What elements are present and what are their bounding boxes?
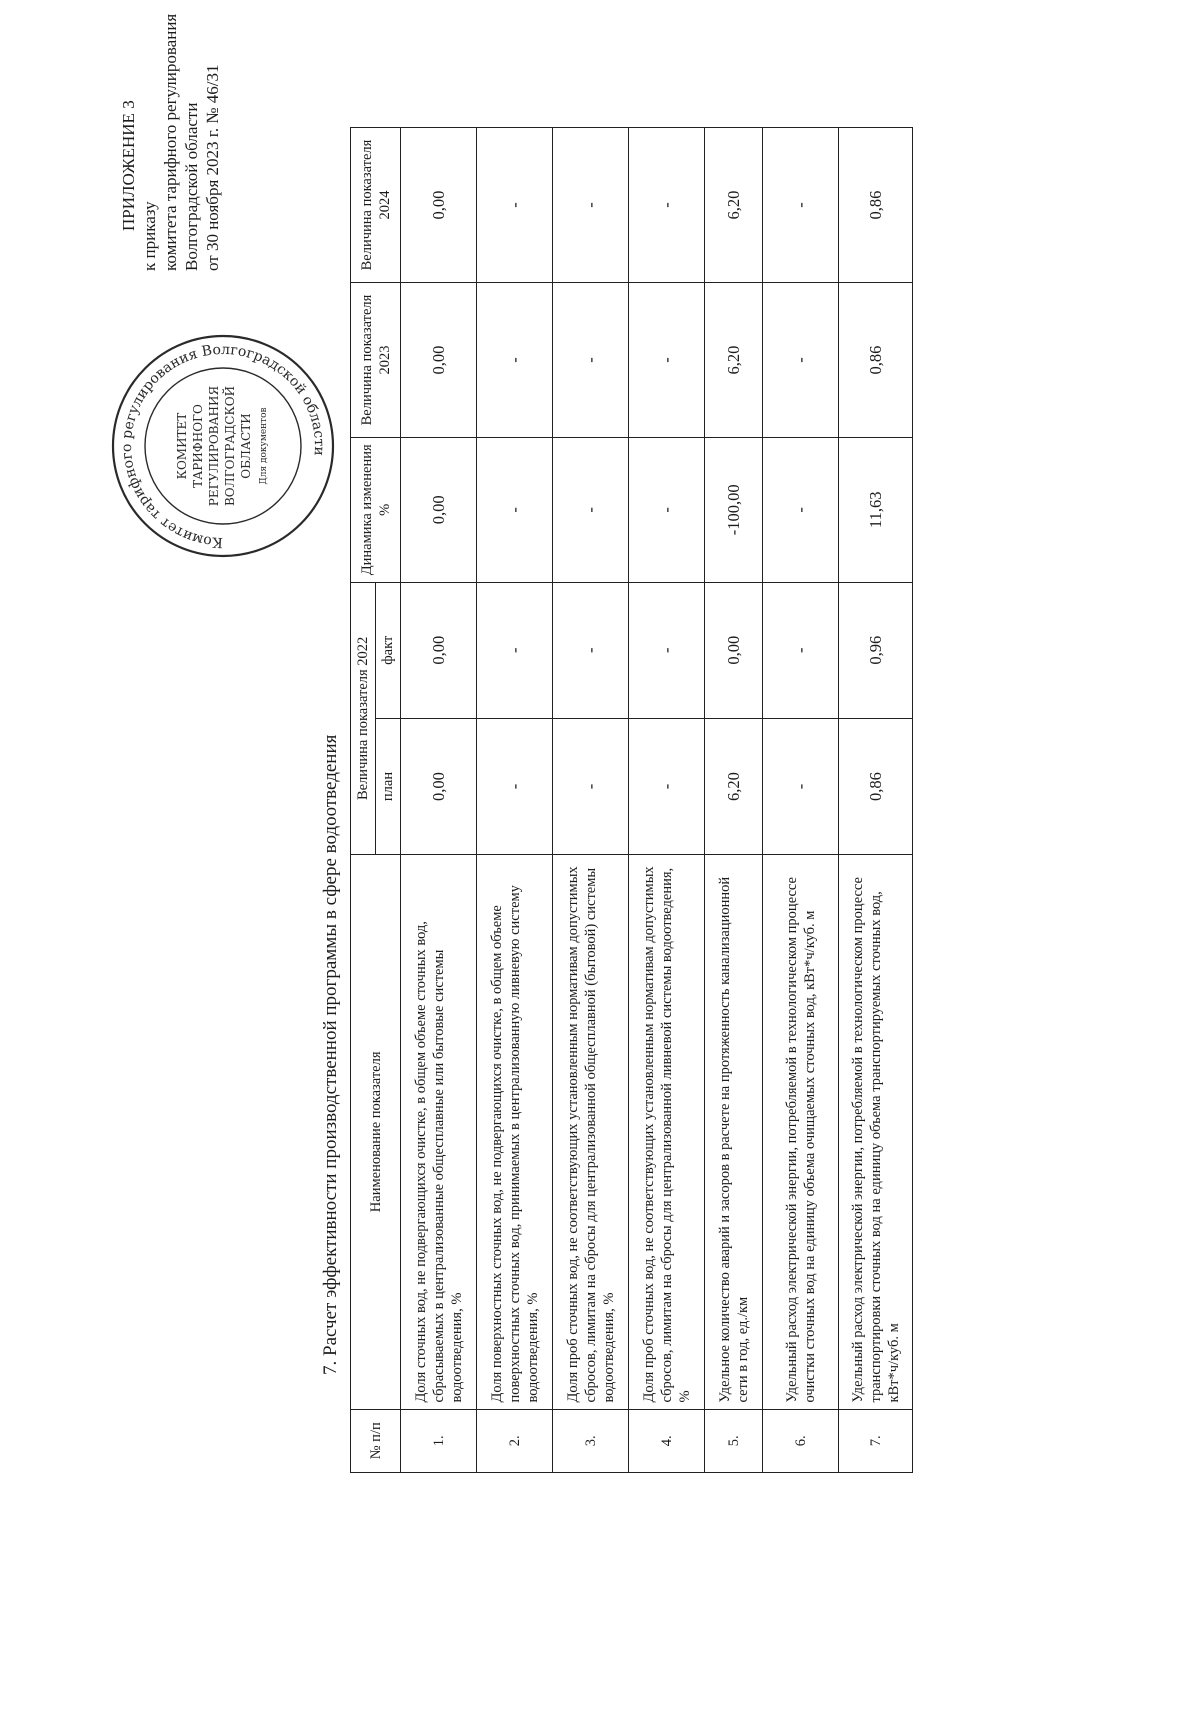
row-value-2024: 0,00	[401, 128, 477, 283]
row-value-2023: -	[553, 283, 629, 438]
row-fact-2022: 0,96	[839, 582, 913, 718]
committee-name: комитета тарифного регулирования	[161, 13, 180, 271]
row-value-2024: 6,20	[705, 128, 763, 283]
row-value-2023: -	[763, 283, 839, 438]
row-fact-2022: -	[553, 582, 629, 718]
row-number: 3.	[553, 1409, 629, 1472]
efficiency-table	[350, 127, 913, 1473]
row-fact-2022: -	[763, 582, 839, 718]
row-fact-2022: -	[629, 582, 705, 718]
row-plan-2022: 6,20	[705, 718, 763, 854]
row-value-2023: -	[477, 283, 553, 438]
row-plan-2022: -	[477, 718, 553, 854]
row-plan-2022: 0,00	[401, 718, 477, 854]
row-dynamics: -	[553, 438, 629, 583]
row-value-2023: -	[629, 283, 705, 438]
row-dynamics: -	[763, 438, 839, 583]
row-value-2023: 0,00	[401, 283, 477, 438]
table-row	[553, 128, 629, 1473]
table-row	[763, 128, 839, 1473]
table-row	[477, 128, 553, 1473]
row-number: 2.	[477, 1409, 553, 1472]
row-value-2024: -	[553, 128, 629, 283]
col-2023-header: Величина показателя 2023	[351, 283, 401, 438]
row-indicator-name: Удельный расход электрической энергии, потребляемой в технологическом процессе очистки сточных вод на единицу объема очищаемых сточных вод, кВт*ч/куб. м	[763, 855, 839, 1409]
table-row	[839, 128, 913, 1473]
official-seal	[108, 331, 338, 561]
col-num-header: № п/п	[351, 1409, 401, 1472]
row-value-2023: 6,20	[705, 283, 763, 438]
table-row	[401, 128, 477, 1473]
row-number: 7.	[839, 1409, 913, 1472]
appendix-header	[118, 0, 223, 271]
row-dynamics: -100,00	[705, 438, 763, 583]
row-dynamics: 0,00	[401, 438, 477, 583]
col-plan-header: план	[376, 718, 401, 854]
row-indicator-name: Доля проб сточных вод, не соответствующих установленным нормативам допустимых сбросов, лимитам на сбросы для централизованной общесплавной (бытовой) системы водоотведения, %	[553, 855, 629, 1409]
table-row	[705, 128, 763, 1473]
table-body	[401, 128, 913, 1473]
order-ref: к приказу	[140, 201, 159, 271]
row-dynamics: 11,63	[839, 438, 913, 583]
svg-text:КОМИТЕТТАРИФНОГОРЕГУЛИРОВАНИЯВ: КОМИТЕТ ТАРИФНОГО РЕГУЛИРОВАНИЯ ВОЛГОГРАДСКОЙ ОБЛАСТИ Для документов	[175, 385, 269, 507]
col-2022-header: Величина показателя 2022	[351, 582, 376, 855]
row-plan-2022: -	[629, 718, 705, 854]
col-2024-header: Величина показателя 2024	[351, 128, 401, 283]
appendix-title: ПРИЛОЖЕНИЕ 3	[119, 100, 138, 231]
row-plan-2022: 0,86	[839, 718, 913, 854]
region-name: Волгоградской области	[182, 102, 201, 271]
row-number: 1.	[401, 1409, 477, 1472]
row-plan-2022: -	[553, 718, 629, 854]
row-indicator-name: Удельное количество аварий и засоров в расчете на протяженность канализационной сети в год, ед./км	[705, 855, 763, 1409]
row-indicator-name: Удельный расход электрической энергии, потребляемой в технологическом процессе транспортировки сточных вод на единицу объема транспортируемых сточных вод, кВт*ч/куб. м	[839, 855, 913, 1409]
table-row	[629, 128, 705, 1473]
section-title: 7. Расчет эффективности производственной программы в сфере водоотведения	[320, 734, 341, 1375]
row-indicator-name: Доля поверхностных сточных вод, не подвергающихся очистке, в общем объеме поверхностных сточных вод, принимаемых в централизованную ливневую систему водоотведения, %	[477, 855, 553, 1409]
row-value-2023: 0,86	[839, 283, 913, 438]
row-indicator-name: Доля сточных вод, не подвергающихся очистке, в общем объеме сточных вод, сбрасываемых в централизованные общесплавные или бытовые системы водоотведения, %	[401, 855, 477, 1409]
col-dyn-header: Динамика изменения %	[351, 438, 401, 583]
row-number: 6.	[763, 1409, 839, 1472]
row-plan-2022: -	[763, 718, 839, 854]
row-fact-2022: 0,00	[705, 582, 763, 718]
col-name-header: Наименование показателя	[351, 855, 401, 1409]
row-dynamics: -	[477, 438, 553, 583]
row-indicator-name: Доля проб сточных вод, не соответствующих установленным нормативам допустимых сбросов, лимитам на сбросы для централизованной ливневой системы водоотведения, %	[629, 855, 705, 1409]
row-number: 5.	[705, 1409, 763, 1472]
order-date: от 30 ноября 2023 г. № 46/31	[203, 64, 222, 271]
row-value-2024: 0,86	[839, 128, 913, 283]
row-value-2024: -	[763, 128, 839, 283]
row-value-2024: -	[477, 128, 553, 283]
row-fact-2022: -	[477, 582, 553, 718]
row-number: 4.	[629, 1409, 705, 1472]
row-fact-2022: 0,00	[401, 582, 477, 718]
row-dynamics: -	[629, 438, 705, 583]
col-fact-header: факт	[376, 582, 401, 718]
row-value-2024: -	[629, 128, 705, 283]
svg-text:Комитет тарифного регулировани: Комитет тарифного регулирования Волгоградской области	[118, 341, 328, 551]
